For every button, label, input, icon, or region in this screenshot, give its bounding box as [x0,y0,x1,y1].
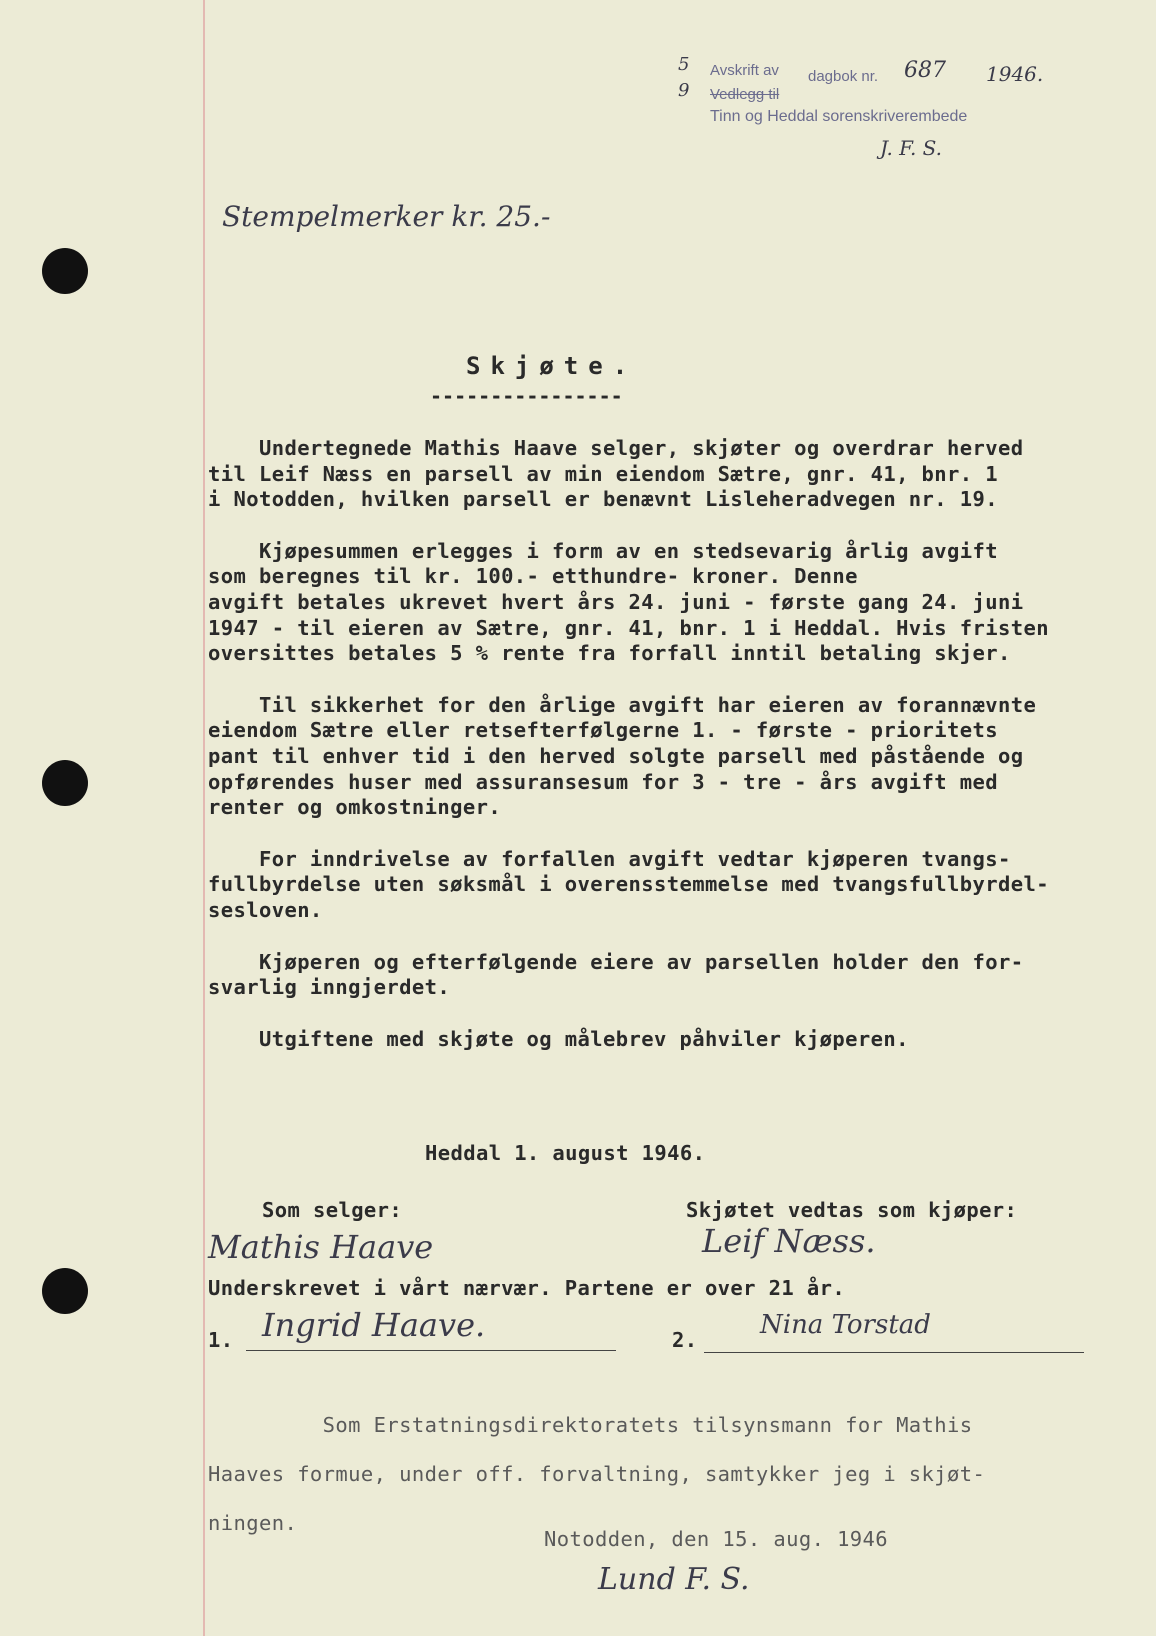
body-line: Kjøperen og efterfølgende eiere av parsellen holder den for- [208,950,1024,974]
body-line: Kjøpesummen erlegges i form av en stedsevarig årlig avgift [208,539,999,563]
margin-line [203,0,205,1636]
stamp-year: 1946. [986,62,1044,86]
title-underline: ---------------- [430,384,623,408]
witness2-signature: Nina Torstad [760,1310,931,1340]
body-line: avgift betales ukrevet hvert års 24. juni - første gang 24. juni [208,590,1024,614]
stamp-line1-mid: dagbok nr. [808,68,879,85]
body-line: opførendes huser med assuransesum for 3 - tre - års avgift med [208,770,999,794]
document-title: Skjøte. [466,352,638,380]
stamp-dagbok-nr: 687 [904,58,946,83]
place-date: Heddal 1. august 1946. [425,1141,706,1165]
buyer-label: Skjøtet vedtas som kjøper: [686,1198,1018,1222]
body-line: pant til enhver tid i den herved solgte parsell med påstående og [208,744,1024,768]
stamp-office: Tinn og Heddal sorenskriverembede [710,108,968,125]
body-line: Til sikkerhet for den årlige avgift har eieren av forannævnte [208,693,1037,717]
consent-line: ningen. [208,1511,298,1535]
consent-line: Som Erstatningsdirektoratets tilsynsmann for Mathis [208,1413,973,1437]
body-line: Utgiftene med skjøte og målebrev påhviler kjøperen. [208,1027,909,1051]
body-line: i Notodden, hvilken parsell er benævnt Lisleheradvegen nr. 19. [208,487,999,511]
body-line: renter og omkostninger. [208,795,502,819]
body-line: Undertegnede Mathis Haave selger, skjøter og overdrar herved [208,436,1024,460]
body-line: sesloven. [208,898,323,922]
body-line: fullbyrdelse uten søksmål i overensstemmelse med tvangsfullbyrdel- [208,872,1049,896]
stamp-initials: J. F. S. [880,136,943,160]
body-line: oversittes betales 5 % rente fra forfall inntil betaling skjer. [208,641,1011,665]
witness1-signature: Ingrid Haave. [262,1306,486,1344]
consent-place-date: Notodden, den 15. aug. 1946 [544,1527,889,1551]
seller-label: Som selger: [262,1198,403,1222]
body-line: eiendom Sætre eller retsefterfølgerne 1. - første - prioritets [208,718,999,742]
punch-hole-icon [42,1268,88,1314]
stamp-date-bottom: 9 [678,80,690,101]
witness-statement: Underskrevet i vårt nærvær. Partene er over 21 år. [208,1276,846,1300]
seller-signature: Mathis Haave [208,1228,434,1266]
witness2-number: 2. [672,1328,698,1352]
consent-signature: Lund F. S. [598,1562,750,1597]
punch-hole-icon [42,248,88,294]
punch-hole-icon [42,760,88,806]
body-line: som beregnes til kr. 100.- etthundre- kroner. Denne [208,564,858,588]
body-line: For inndrivelse av forfallen avgift vedtar kjøperen tvangs- [208,847,1011,871]
body-line: til Leif Næss en parsell av min eiendom Sætre, gnr. 41, bnr. 1 [208,462,999,486]
consent-line: Haaves formue, under off. forvaltning, samtykker jeg i skjøt- [208,1462,986,1486]
witness1-number: 1. [208,1328,234,1352]
stempelmerker-note: Stempelmerker kr. 25.- [222,200,551,233]
body-line: svarlig inngjerdet. [208,975,451,999]
witness2-signature-line [704,1352,1084,1353]
stamp-line1-prefix: Avskrift av [710,62,779,79]
buyer-signature: Leif Næss. [702,1222,876,1260]
stamp-date-top: 5 [678,54,690,75]
body-line: 1947 - til eieren av Sætre, gnr. 41, bnr. 1 i Heddal. Hvis fristen [208,616,1049,640]
stamp-line2: Vedlegg til [710,86,780,103]
witness1-signature-line [246,1350,616,1351]
